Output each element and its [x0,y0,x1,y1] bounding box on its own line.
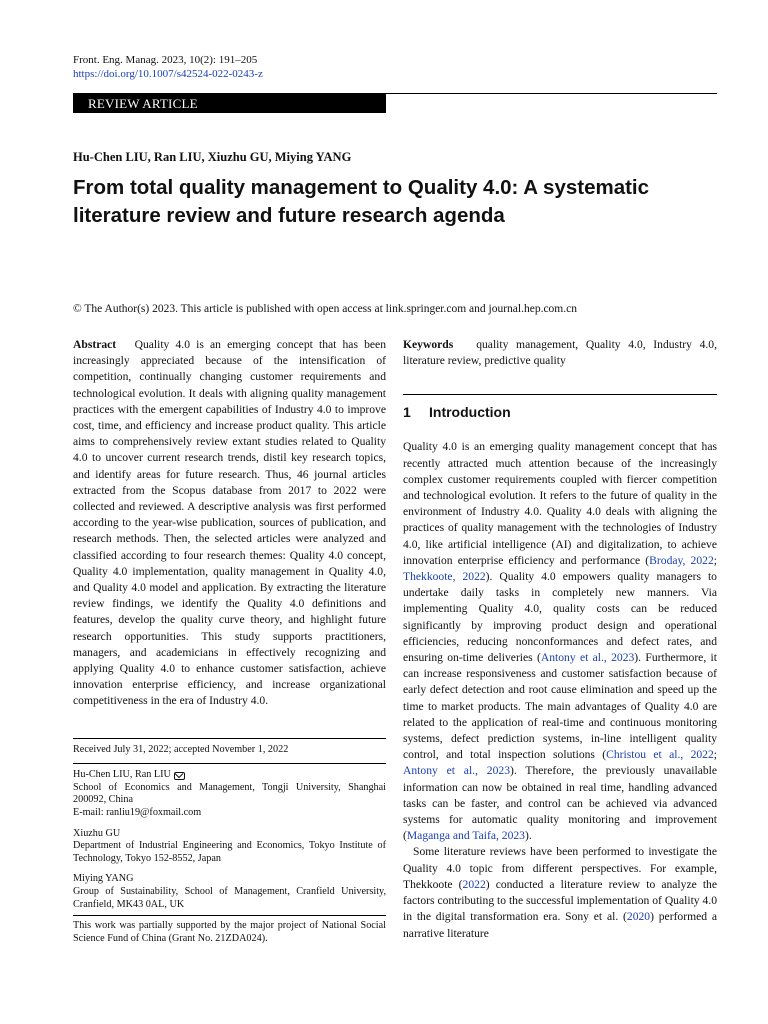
article-type-badge: REVIEW ARTICLE [73,94,386,113]
affiliation-3-names: Miying YANG [73,873,134,885]
affiliation-1-address: School of Economics and Management, Tongji University, Shanghai 200092, China [73,781,386,806]
affiliation-1-names: Hu-Chen LIU, Ran LIU [73,769,171,781]
text-run: ) conducted a literature review to analyze the factors contributing to the successful implementation of Quality 4.0 in the digital transformation era. Sony et al. ( [403,877,718,924]
doi-link[interactable]: https://doi.org/10.1007/s42524-022-0243-z [73,68,263,80]
funding-rule [73,915,386,916]
affiliation-3-address: Group of Sustainability, School of Management, Cranfield University, Cranfield, MK43 0AL, UK [73,886,386,910]
section-title: Introduction [429,404,511,421]
citation-link[interactable]: Antony et al., 2023 [403,764,510,778]
citation-link[interactable]: Christou et al., 2022 [606,748,714,762]
received-rule [73,763,386,764]
text-run: Some literature reviews have been performed to investigate the Quality 4.0 topic from different perspectives. For example, Thekkoote ( [403,845,717,891]
intro-paragraph-1 [403,439,717,844]
citation-link[interactable]: Antony et al., 2023 [540,651,635,665]
text-run: ) performed a narrative literature [403,910,717,940]
citation-link[interactable]: 2020 [626,910,651,924]
text-run: Quality 4.0 is an emerging quality management concept that has recently attracted much attention because of the increasingly complex customer requirements coupled with fiercer competition and technological evolution. It refers to the future of quality in the environment of Industry 4.0. Quality 4.0 deals with aligning the practices of quality management with the technologies of Industry 4.0, like artificial intelligence (AI) and digitalization, to achieve innovation enterprise efficiency and performance ( [403,440,717,567]
left-column [73,337,386,945]
keywords-label: Keywords [403,338,454,351]
affiliation-2-address: Department of Industrial Engineering and Economics, Tokyo Institute of Technology, Tokyo 152-8552, Japan [73,840,386,864]
citation-link[interactable]: Broday, 2022 [649,553,714,567]
citation-link[interactable]: 2022 [462,877,486,891]
citation-link[interactable]: Thekkoote, 2022 [403,570,486,584]
article-metadata [73,744,386,946]
text-run: ). [524,829,532,843]
citation-link[interactable]: Maganga and Taifa, 2023 [406,829,525,843]
right-column [403,337,717,942]
keywords [403,337,717,369]
keywords-text: quality management, Quality 4.0, Industry 4.0, literature review, predictive quality [403,338,717,368]
text-run: ). Therefore, the previously unavailable information can now be obtained in real time, handling advanced tasks can be faster, and control can be achieved via advanced systems for automatic quality monitoring and improvement ( [403,764,718,843]
author-list: Hu-Chen LIU, Ran LIU, Xiuzhu GU, Miying YANG [73,150,352,164]
corresponding-email[interactable]: E-mail: ranliu19@foxmail.com [73,807,202,819]
journal-citation: Front. Eng. Manag. 2023, 10(2): 191–205 [73,54,258,66]
envelope-icon [174,772,185,780]
metadata-rule [73,738,386,739]
received-dates: Received July 31, 2022; accepted November 1, 2022 [73,743,289,755]
text-run: ; [713,553,717,567]
abstract [73,337,386,710]
affiliation-2-names: Xiuzhu GU [73,827,121,839]
funding-note: This work was partially supported by the major project of National Social Science Fund of China (Grant No. 21ZDA024). [73,920,386,944]
abstract-label: Abstract [73,338,117,351]
section-heading [403,404,717,420]
intro-paragraph-2 [403,844,717,941]
affiliation-2 [73,828,386,866]
text-run: ). Quality 4.0 empowers quality managers to undertake daily tasks in completely new manners. Via implementing Quality 4.0, quality costs can be reduced significantly by improving product design and operational efficiencies, reducing nonconformances and defect rates, and ensuring on-time deliveries ( [403,570,717,665]
license-line: © The Author(s) 2023. This article is published with open access at link.springer.com and journal.hep.com.cn [73,303,577,315]
text-run: ; [713,748,718,762]
article-title: From total quality management to Quality 4.0: A systematic literature review and future research agenda [73,176,650,227]
journal-header [73,53,263,81]
abstract-text: Quality 4.0 is an emerging concept that has been increasingly appreciated because of the intensification of competition, continually changing customer requirements and technological evolution. It deals with aligning quality management practices with the emergent capabilities of Industry 4.0 to improve cost, time, and efficiency and increase product quality. This article aims to comprehensively review extant studies related to Quality 4.0 to uncover current research trends, distil key research topics, and identify areas for future research. Thus, 46 journal articles extracted from the Scopus database from 2017 to 2022 were collected and reviewed. A descriptive analysis was first performed according to the year-wise publication, sources of publication, and research methods. Then, the selected articles were analyzed and classified according to four research themes: Quality 4.0 concept, Quality 4.0 implementation, quality management in Quality 4.0, and Quality 4.0 model and application. By extracting the literature review findings, we identify the Quality 4.0 definitions and features, develop the quality curve theory, and highlight future research opportunities. This study supports practitioners, managers, and academicians in effectively recognizing and applying Quality 4.0 to enhance customer satisfaction, achieve innovation enterprise efficiency, and increase organizational competitiveness in the era of Industry 4.0. [73,338,386,708]
section-number: 1 [403,404,411,421]
section-rule [403,394,717,395]
text-run: ). Furthermore, it can increase responsiveness and customer satisfaction because of early defect detection and root cause elimination and speed up the time to market products. The main advantages of Quality 4.0 are related to the application of real-time and continuous monitoring systems, defect prediction systems, in-line intelligent quality control, and total inspection solutions ( [403,651,717,762]
affiliation-1 [73,769,386,819]
affiliation-3 [73,873,386,911]
